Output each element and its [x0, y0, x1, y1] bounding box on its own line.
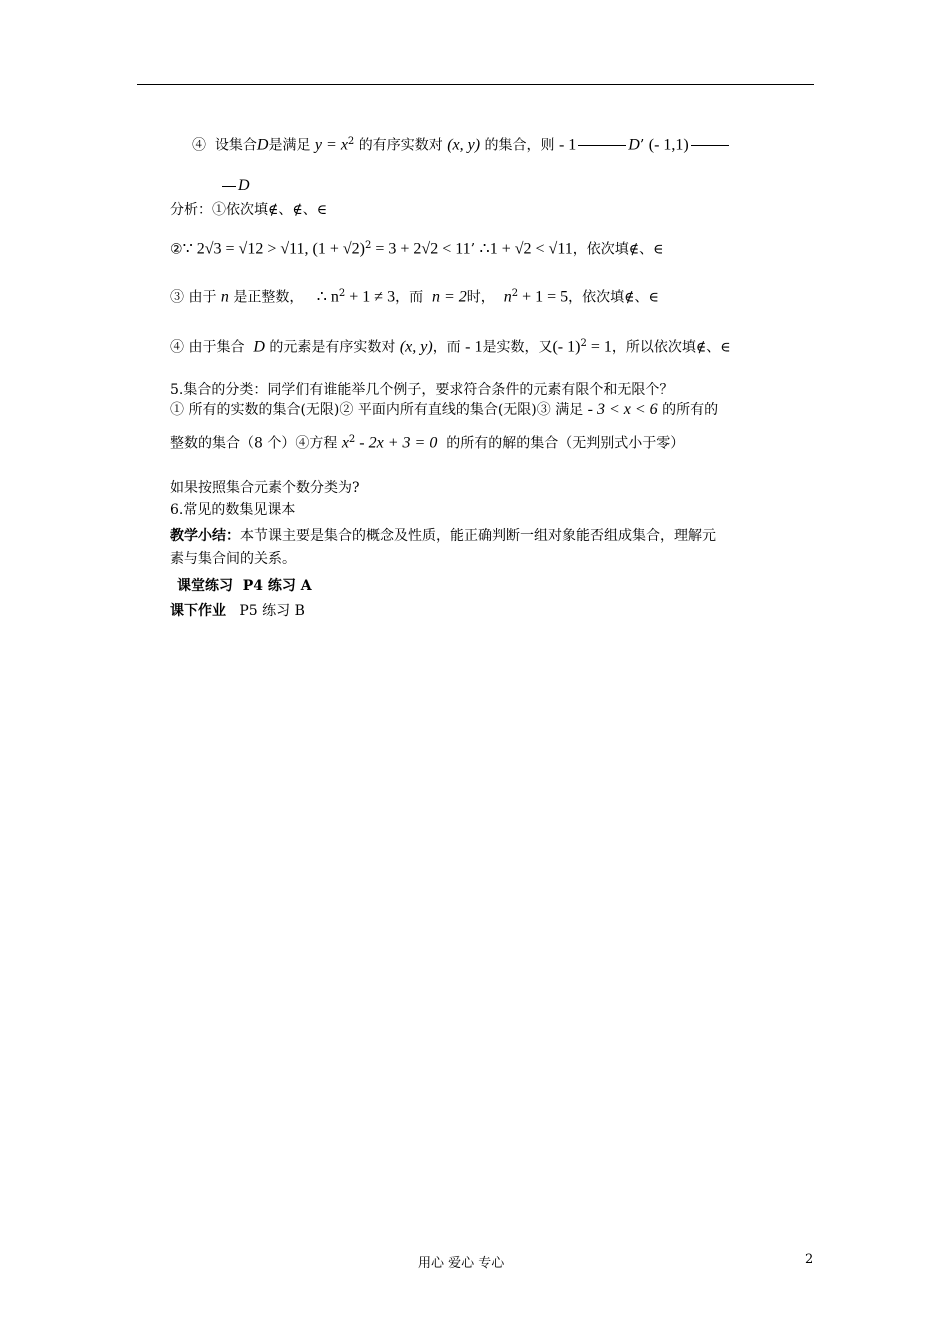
math-expr: n = 2 [432, 288, 467, 306]
superscript: 2 [348, 434, 356, 445]
text: ’ [639, 137, 645, 154]
text: 是正整数， [233, 289, 304, 306]
math-expr: n [503, 288, 512, 306]
math-expr: (- 1) [552, 338, 581, 356]
homework [170, 601, 305, 621]
math-expr: y = x [314, 136, 348, 154]
text: 整数的集合（8 个）④方程 [170, 435, 338, 452]
analysis-3 [170, 284, 659, 308]
footer-motto: 用心 爱心 专心 [418, 1256, 505, 1271]
text: ① 所有的实数的集合(无限)② 平面内所有直线的集合(无限)③ 满足 [170, 402, 584, 418]
fill-blank [691, 145, 729, 146]
math-expr: = 3 + 2√2 < 11 [371, 240, 471, 258]
text: ’ [470, 241, 476, 258]
text: 的集合，则 [484, 137, 555, 154]
text: ，而 [395, 289, 424, 306]
class-practice-text: P4 练习 A [242, 578, 312, 594]
item-number: ② [170, 241, 183, 258]
text: ，依次填∉、∈ [568, 289, 659, 306]
text: 的所有的解的集合（无判别式小于零） [446, 435, 685, 452]
superscript: 2 [347, 136, 355, 147]
header-rule [137, 84, 814, 85]
text: 是满足 [268, 137, 311, 154]
teaching-summary-cont: 素与集合间的关系。 [170, 551, 296, 567]
superscript: 2 [365, 240, 372, 251]
text: ，而 [432, 339, 461, 356]
section-5-line2 [170, 400, 718, 420]
text: ，所以依次填∉、∈ [611, 339, 731, 356]
math-expr: + 1 ≠ 3 [345, 288, 396, 306]
problem-4 [192, 132, 731, 156]
text: 是实数，又 [482, 339, 553, 356]
section-5-line4: 如果按照集合元素个数分类为? [170, 480, 360, 496]
item-number: ④ [192, 137, 206, 154]
fill-blank [578, 145, 626, 146]
math-expr: (x, y) [399, 338, 433, 356]
section-6: 6.常见的数集见课本 [170, 502, 296, 518]
text: 的所有的 [662, 402, 719, 418]
math-expr: - 2x + 3 = 0 [355, 434, 438, 452]
math-expr: ∵ 2√3 = √12 > √11, (1 + √2) [182, 240, 365, 258]
analysis-1: 分析：①依次填∉、∉、∈ [170, 202, 328, 218]
text: 设集合 [214, 137, 257, 154]
summary-text: 本节课主要是集合的概念及性质，能正确判断一组对象能否组成集合，理解元 [240, 528, 716, 544]
math-var: D [256, 136, 269, 154]
math-expr: (x, y) [447, 136, 481, 154]
analysis-4 [170, 334, 731, 358]
page-number: 2 [805, 1252, 814, 1267]
math-var: D [253, 338, 265, 356]
math-expr: (- 1,1) [648, 136, 689, 154]
problem-4-cont [222, 176, 250, 196]
superscript: 2 [511, 288, 519, 299]
text: 时， [466, 289, 495, 306]
teaching-summary [170, 526, 716, 546]
text: 的元素是有序实数对 [269, 339, 396, 356]
homework-label: 课下作业 [170, 603, 226, 619]
class-practice [177, 576, 312, 596]
math-expr: - 1 [558, 136, 577, 154]
summary-label: 教学小结： [170, 528, 240, 544]
superscript: 2 [338, 288, 346, 299]
section-5-title: 5.集合的分类：同学们有谁能举几个例子，要求符合条件的元素有限个和无限个？ [170, 382, 674, 398]
math-expr: ∴1 + √2 < √11 [479, 240, 573, 258]
text: 的有序实数对 [358, 137, 443, 154]
math-expr: + 1 = 5 [518, 288, 569, 306]
math-expr: - 1 [465, 338, 483, 356]
fill-blank [222, 186, 236, 187]
text: ③ 由于 [170, 289, 217, 306]
math-var: D [628, 136, 640, 154]
text: ，依次填∉、∈ [572, 241, 664, 258]
class-practice-label: 课堂练习 [177, 578, 233, 594]
math-expr: x [341, 434, 349, 452]
section-5-line3 [170, 430, 684, 454]
text: ④ 由于集合 [170, 339, 245, 356]
math-var: n [220, 288, 229, 306]
math-expr: - 3 < x < 6 [587, 401, 658, 418]
math-expr: = 1 [586, 338, 612, 356]
math-var: D [238, 177, 250, 194]
homework-text: P5 练习 B [239, 603, 305, 619]
math-expr: ∴ n [316, 288, 339, 306]
analysis-2 [170, 236, 663, 260]
superscript: 2 [580, 338, 587, 349]
